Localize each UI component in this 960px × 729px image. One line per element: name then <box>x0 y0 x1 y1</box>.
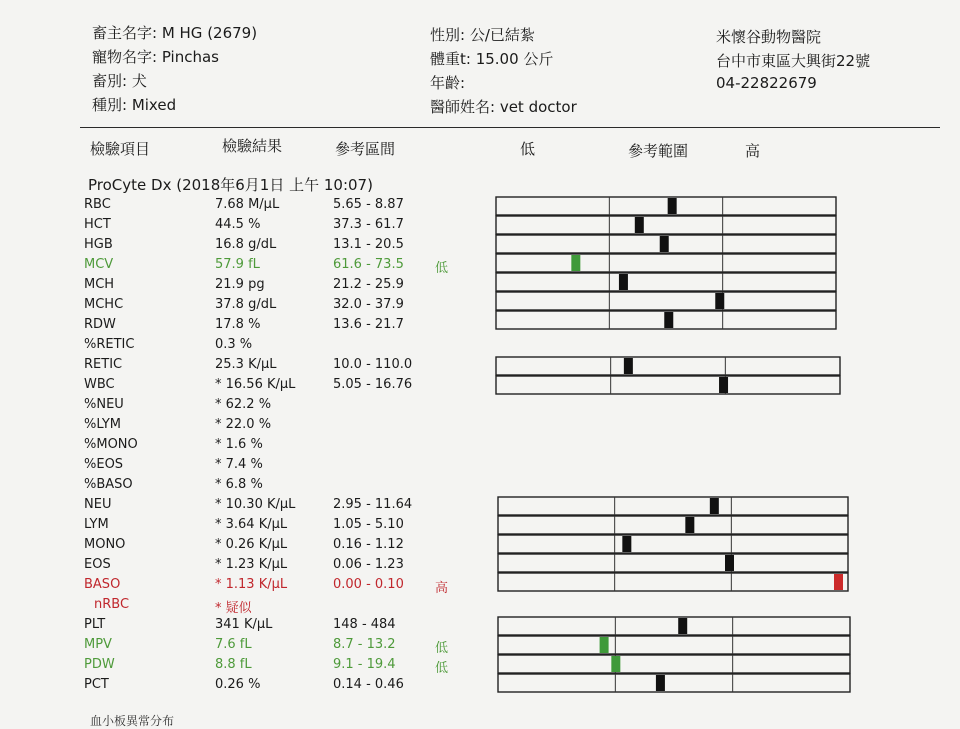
value-marker <box>834 574 843 590</box>
row-range: 21.2 - 25.9 <box>333 277 404 292</box>
age: 年齡: <box>430 74 466 92</box>
row-value: * 7.4 % <box>215 457 263 472</box>
row-range: 10.0 - 110.0 <box>333 357 413 372</box>
bar-frame <box>498 617 850 635</box>
row-name: PDW <box>84 657 115 672</box>
bar-frame <box>498 573 848 591</box>
row-value: * 3.64 K/µL <box>215 517 288 532</box>
bar-frame <box>496 357 840 375</box>
value-marker <box>710 498 719 514</box>
species: 畜別: 犬 <box>92 72 147 90</box>
value-marker <box>622 536 631 552</box>
value-marker <box>664 312 673 328</box>
row-value: 57.9 fL <box>215 257 260 272</box>
value-marker <box>685 517 694 533</box>
value-marker <box>668 198 677 214</box>
bar-frame <box>498 655 850 673</box>
row-flag: 低 <box>435 641 449 656</box>
row-name: NEU <box>84 497 112 512</box>
owner-name: 畜主名字: M HG (2679) <box>92 24 258 42</box>
bar-frame <box>498 535 848 553</box>
footer-note: 血小板異常分布 <box>90 714 175 728</box>
row-name: MONO <box>84 537 126 552</box>
row-name: %LYM <box>84 417 122 432</box>
bar-frame <box>498 516 848 534</box>
col-high: 高 <box>745 142 761 160</box>
row-value: * 0.26 K/µL <box>215 537 288 552</box>
bar-frame <box>496 376 840 394</box>
row-name: MCV <box>84 257 114 272</box>
row-name: %RETIC <box>84 337 135 352</box>
clinic-name: 米懷谷動物醫院 <box>716 28 822 46</box>
value-marker <box>719 377 728 393</box>
row-value: * 22.0 % <box>215 417 272 432</box>
row-value: * 16.56 K/µL <box>215 377 296 392</box>
row-value: 16.8 g/dL <box>215 237 277 252</box>
row-name: %MONO <box>84 437 138 452</box>
row-name: MCHC <box>84 297 124 312</box>
row-value: * 1.6 % <box>215 437 263 452</box>
sex: 性別: 公/已結紮 <box>430 26 535 44</box>
breed: 種別: Mixed <box>92 96 177 114</box>
row-value: 21.9 pg <box>215 277 265 292</box>
row-range: 32.0 - 37.9 <box>333 297 404 312</box>
row-value: * 1.13 K/µL <box>215 577 288 592</box>
row-range: 13.1 - 20.5 <box>333 237 404 252</box>
row-value: 17.8 % <box>215 317 261 332</box>
bar-frame <box>496 254 836 272</box>
row-range: 0.00 - 0.10 <box>333 577 404 592</box>
row-flag: 低 <box>435 661 449 676</box>
row-value: 341 K/µL <box>215 617 273 632</box>
bar-frame <box>498 554 848 572</box>
row-range: 8.7 - 13.2 <box>333 637 396 652</box>
row-name: HGB <box>84 237 113 252</box>
row-range: 5.05 - 16.76 <box>333 377 413 392</box>
row-range: 5.65 - 8.87 <box>333 197 404 212</box>
value-marker <box>635 217 644 233</box>
row-name: WBC <box>84 377 115 392</box>
row-name: LYM <box>84 517 109 532</box>
value-marker <box>571 255 580 271</box>
bar-frame <box>496 273 836 291</box>
row-range: 37.3 - 61.7 <box>333 217 404 232</box>
row-name: RDW <box>84 317 116 332</box>
value-marker <box>600 637 609 653</box>
row-range: 13.6 - 21.7 <box>333 317 404 332</box>
value-marker <box>660 236 669 252</box>
row-name: %NEU <box>84 397 124 412</box>
value-marker <box>619 274 628 290</box>
row-range: 9.1 - 19.4 <box>333 657 396 672</box>
row-value: * 10.30 K/µL <box>215 497 296 512</box>
row-value: 7.6 fL <box>215 637 252 652</box>
row-name: PLT <box>84 617 106 632</box>
row-value: 25.3 K/µL <box>215 357 277 372</box>
row-name: %BASO <box>84 477 133 492</box>
row-value: 0.3 % <box>215 337 253 352</box>
col-low: 低 <box>520 140 536 158</box>
row-value: 7.68 M/µL <box>215 197 280 212</box>
clinic-phone: 04-22822679 <box>716 74 817 92</box>
pet-name: 寵物名字: Pinchas <box>92 48 219 66</box>
bar-frame <box>498 497 848 515</box>
weight: 體重t: 15.00 公斤 <box>430 50 554 68</box>
col-range: 參考區間 <box>335 140 396 158</box>
value-marker <box>725 555 734 571</box>
row-value: 37.8 g/dL <box>215 297 277 312</box>
section-title: ProCyte Dx (2018年6月1日 上午 10:07) <box>88 176 373 194</box>
bar-frame <box>498 636 850 654</box>
row-value: 44.5 % <box>215 217 261 232</box>
row-value: * 6.8 % <box>215 477 263 492</box>
value-marker <box>624 358 633 374</box>
row-name: nRBC <box>94 597 130 612</box>
row-range: 2.95 - 11.64 <box>333 497 413 512</box>
clinic-address: 台中市東區大興街22號 <box>716 52 871 70</box>
bar-frame <box>496 216 836 234</box>
col-result: 檢驗結果 <box>222 137 283 155</box>
bar-frame <box>496 292 836 310</box>
row-range: 1.05 - 5.10 <box>333 517 404 532</box>
bar-frame <box>496 197 836 215</box>
vet-name: 醫師姓名: vet doctor <box>430 98 577 116</box>
value-marker <box>656 675 665 691</box>
row-name: HCT <box>84 217 111 232</box>
col-ref: 參考範圍 <box>628 142 689 160</box>
value-marker <box>678 618 687 634</box>
row-name: PCT <box>84 677 109 692</box>
row-value: * 1.23 K/µL <box>215 557 288 572</box>
row-value: * 62.2 % <box>215 397 272 412</box>
row-flag: 低 <box>435 261 449 276</box>
row-range: 61.6 - 73.5 <box>333 257 404 272</box>
row-name: %EOS <box>84 457 124 472</box>
row-value: 0.26 % <box>215 677 261 692</box>
row-range: 0.16 - 1.12 <box>333 537 404 552</box>
value-marker <box>715 293 724 309</box>
row-name: EOS <box>84 557 111 572</box>
row-name: RBC <box>84 197 111 212</box>
value-marker <box>611 656 620 672</box>
row-name: RETIC <box>84 357 123 372</box>
row-value: * 疑似 <box>215 601 252 616</box>
row-name: BASO <box>84 577 121 592</box>
row-range: 0.14 - 0.46 <box>333 677 404 692</box>
row-name: MPV <box>84 637 112 652</box>
row-range: 148 - 484 <box>333 617 396 632</box>
row-flag: 高 <box>435 581 449 596</box>
col-item: 檢驗項目 <box>90 140 151 158</box>
bar-frame <box>498 674 850 692</box>
row-value: 8.8 fL <box>215 657 252 672</box>
row-range: 0.06 - 1.23 <box>333 557 404 572</box>
row-name: MCH <box>84 277 115 292</box>
